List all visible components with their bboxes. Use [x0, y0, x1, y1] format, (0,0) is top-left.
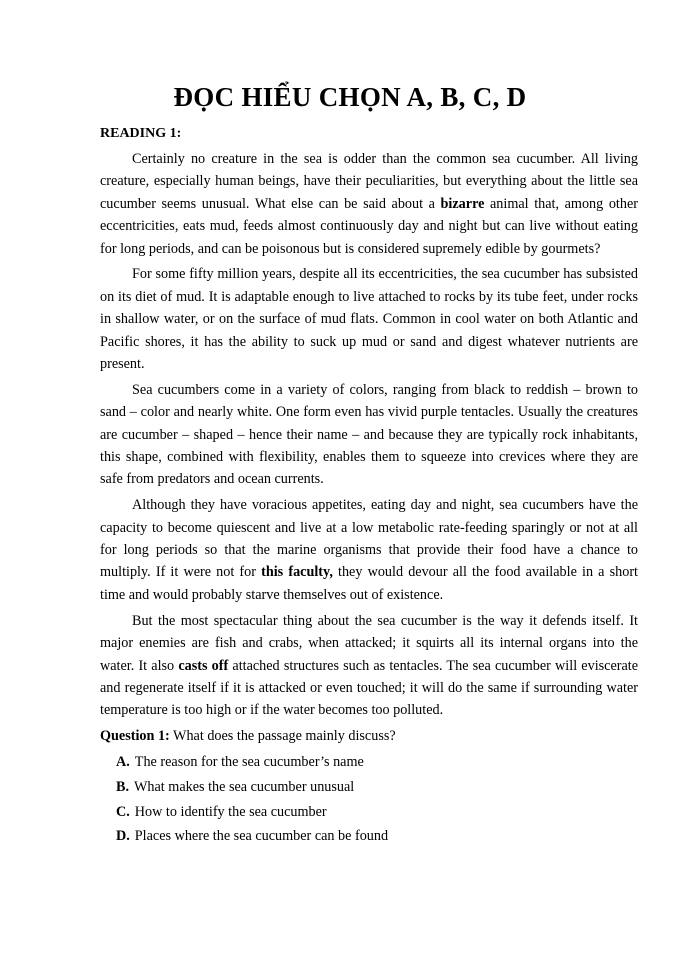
option-letter: D. [116, 827, 130, 844]
paragraph-1-bold-term: bizarre [440, 195, 485, 212]
option-text: Places where the sea cucumber can be found [134, 827, 389, 844]
option-letter: C. [116, 803, 130, 820]
option-letter: A. [116, 753, 130, 770]
option-text: The reason for the sea cucumber’s name [134, 753, 364, 770]
paragraph-3: Sea cucumbers come in a variety of colors, ranging from black to reddish – brown to sand – color and nearly white. One form even has vivid purple tentacles. Usually the creatures are cucumber – shaped – hence their name – and because they are typically rock inhabitants, this shape, combined with flexibility, enables them to squeeze into crevices where they are safe from predators and ocean currents. [100, 381, 638, 488]
paragraph-5-bold-term: casts off [178, 657, 229, 674]
question-1-label: Question 1: [100, 728, 170, 745]
paragraph-5-text-before: But the most spectacular thing about the sea cucumber is the way it defends itself. It major enemies are fish and crabs, when attacked; it squirts all its internal organs into the water. It also [100, 612, 638, 674]
paragraph-1 [100, 148, 638, 260]
option-text: What makes the sea cucumber unusual [134, 778, 355, 795]
paragraph-5-text-after: attached structures such as tentacles. The sea cucumber will eviscerate and regenerate itself if it is attacked or even touched; it will do the same if surrounding water temperature is too high or if the water becomes too polluted. [100, 657, 639, 719]
option-letter: B. [116, 778, 130, 795]
answer-option-b[interactable] [116, 775, 638, 800]
answer-options [116, 750, 638, 847]
paragraph-4-text-before: Although they have voracious appetites, eating day and night, sea cucumbers have the capacity to become quiescent and live at a low metabolic rate-feeding sparingly or not at all for long periods so that the marine organisms that provide their food have a chance to multiply. If it were not for [100, 497, 638, 581]
question-1-text: What does the passage mainly discuss? [169, 728, 396, 745]
paragraph-4-text-after: they would devour all the food available in a short time and would probably starve themselves out of existence. [100, 564, 638, 603]
paragraph-2: For some fifty million years, despite all its eccentricities, the sea cucumber has subsisted on its diet of mud. It is adaptable enough to live attached to rocks by its tube feet, under rocks in shallow water, or on the surface of mud flats. Common in cool water on both Atlantic and Pacific shores, it has the ability to suck up mud or sand and digest whatever nutrients are present. [100, 266, 638, 373]
reading-passage [100, 148, 638, 847]
answer-option-a[interactable] [116, 750, 638, 775]
paragraph-5 [100, 610, 638, 722]
page-title: ĐỌC HIỂU CHỌN A, B, C, D [173, 82, 527, 112]
paragraph-4-bold-term: this faculty, [261, 564, 333, 581]
answer-option-d[interactable] [116, 825, 638, 847]
answer-option-c[interactable] [116, 800, 638, 825]
reading-label: READING 1: [100, 126, 182, 141]
paragraph-4 [100, 494, 638, 606]
question-1 [100, 725, 638, 747]
paragraph-1-text-before: Certainly no creature in the sea is odder than the common sea cucumber. All living creature, especially human beings, have their peculiarities, but everything about the little sea cucumber seems unusual. What else can be said about a [100, 151, 638, 212]
option-text: How to identify the sea cucumber [134, 803, 327, 820]
paragraph-1-text-after: animal that, among other eccentricities, eats mud, feeds almost continuously day and night but can live without eating for long periods, and can be poisonous but is considered supremely edible by gourmets? [100, 195, 638, 257]
